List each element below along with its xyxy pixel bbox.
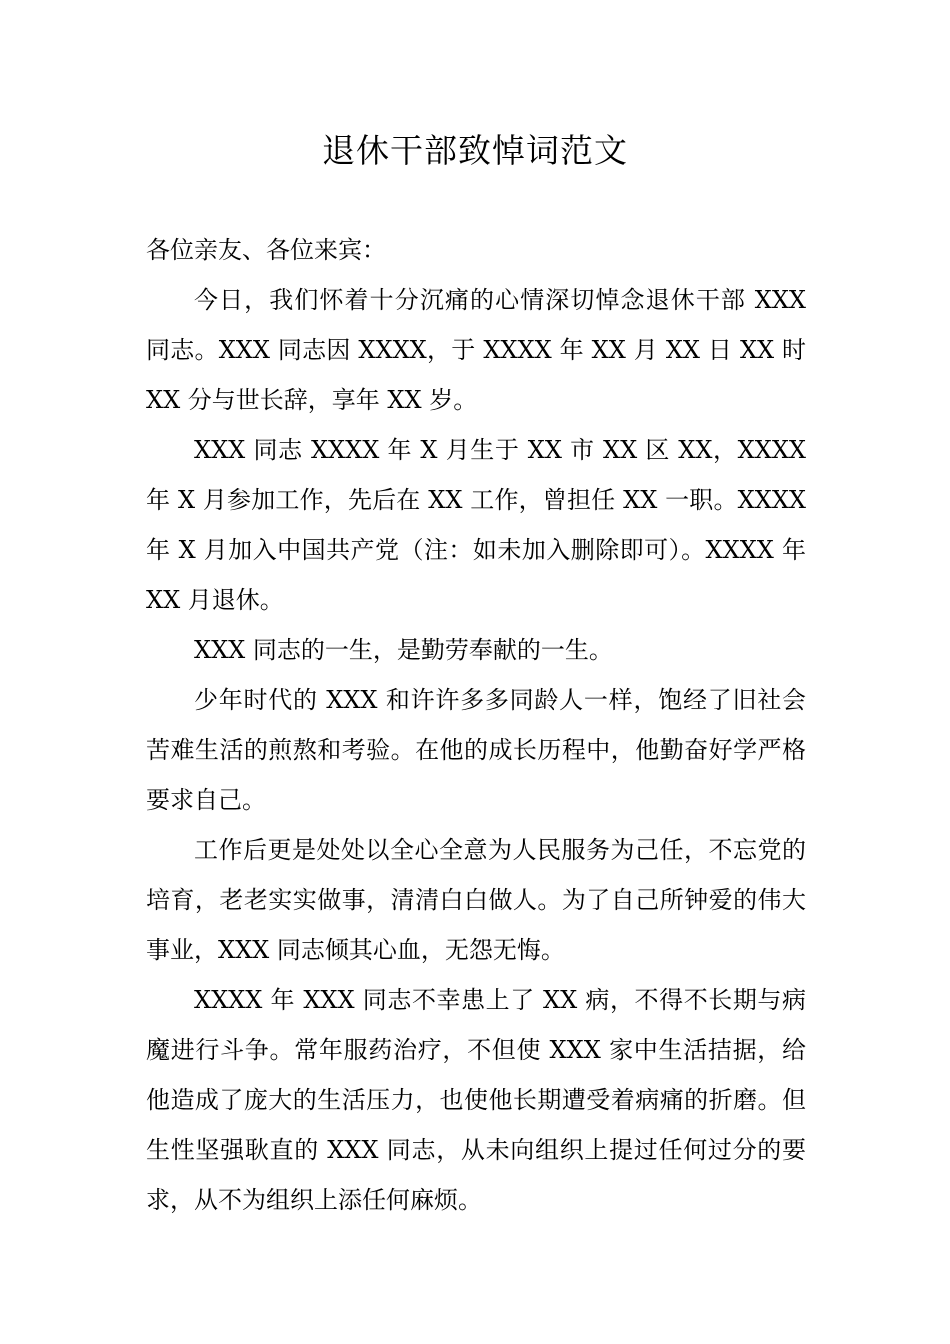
paragraph-3: XXX 同志的一生，是勤劳奉献的一生。 <box>194 636 613 664</box>
paragraph-6: XXXX 年 XXX 同志不幸患上了 XX 病，不得不长期与病魔进行斗争。常年服药治疗，不但使 XXX 家中生活拮据，给他造成了庞大的生活压力，也使他长期遭受着病痛的折磨。但生性坚强耿直的 XXX 同志，从未向组织上提过任何过分的要求，从不为组织上添任何麻烦。 <box>146 986 806 1214</box>
paragraph-1: 今日，我们怀着十分沉痛的心情深切悼念退休干部 XXX 同志。XXX 同志因 XXXX，于 XXXX 年 XX 月 XX 日 XX 时 XX 分与世长辞，享年 XX 岁。 <box>146 286 806 414</box>
salutation: 各位亲友、各位来宾： <box>146 236 386 264</box>
paragraph-4: 少年时代的 XXX 和许许多多同龄人一样，饱经了旧社会苦难生活的煎熬和考验。在他的成长历程中，他勤奋好学严格要求自己。 <box>146 686 806 814</box>
paragraph-2: XXX 同志 XXXX 年 X 月生于 XX 市 XX 区 XX，XXXX 年 X 月参加工作，先后在 XX 工作，曾担任 XX 一职。XXXX 年 X 月加入中国共产党（注：如未加入删除即可）。XXXX 年 XX 月退休。 <box>146 436 806 614</box>
document-body <box>146 225 806 1225</box>
document-title: 退休干部致悼词范文 <box>322 131 628 170</box>
paragraph-5: 工作后更是处处以全心全意为人民服务为己任，不忘党的培育，老老实实做事，清清白白做人。为了自己所钟爱的伟大事业，XXX 同志倾其心血，无怨无悔。 <box>146 836 806 964</box>
